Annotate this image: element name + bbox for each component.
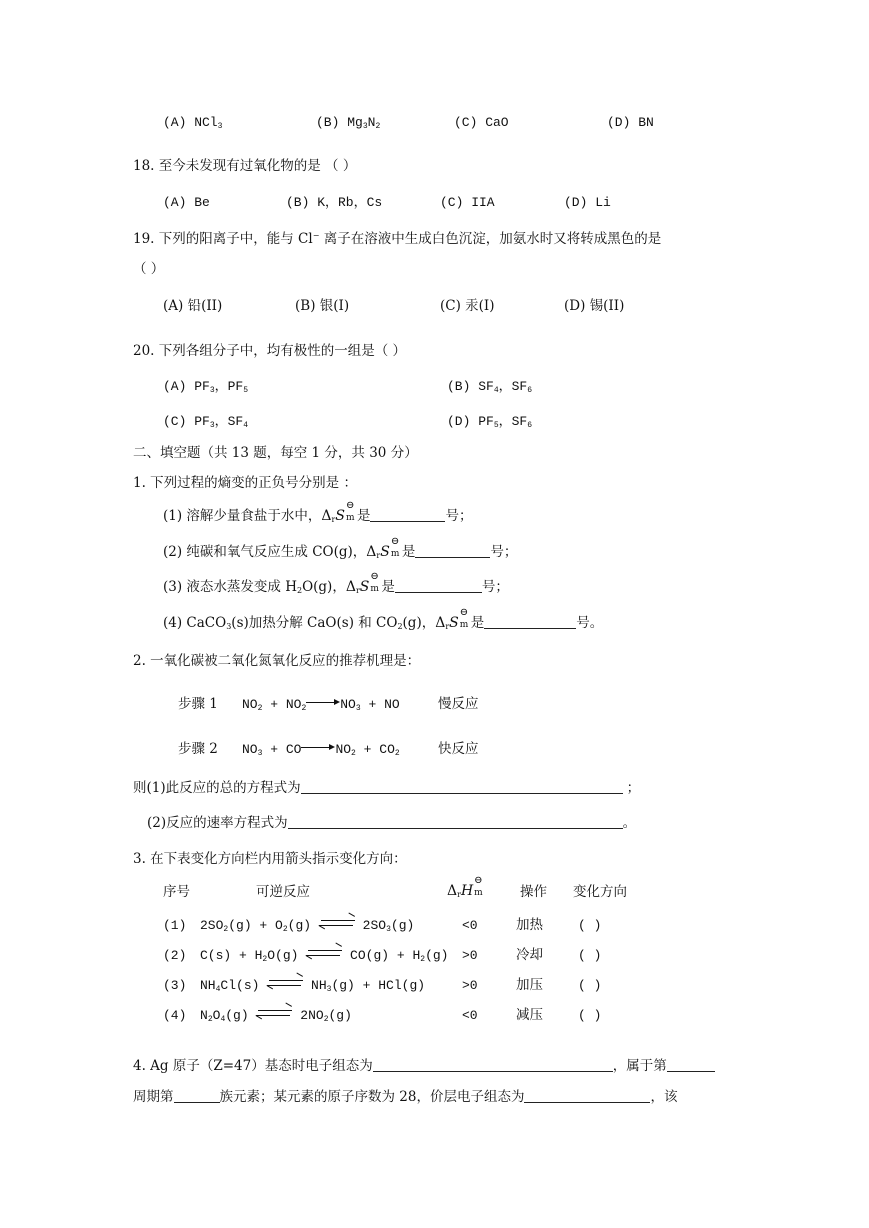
f3-row-no: (1) [163,918,187,933]
q20-option-c: (C) $PF_3$，$SF_4$ [163,414,249,430]
f1-item-2: (2) 纯碳和氧气反应生成 CO(g)，$\Delta_rS$ ⊖ m 是 号； [163,536,518,560]
f2-stem: 2. 一氧化碳被二氧化氮氧化反应的推荐机理是： [133,653,421,669]
f2-step2-label: 步骤 2 [178,741,218,757]
q19-option-b: (B) 银(I) [295,298,350,314]
f3-stem: 3. 在下表变化方向栏内用箭头指示变化方向： [133,851,407,867]
q18-option-b: (B) K，Rb，Cs [286,195,383,210]
f1-item-3: (3) 液态水蒸发变成 $H_2O(g)$，$\Delta_rS$ ⊖ m 是 号； [163,571,509,595]
f3-row-dh: <0 [462,1008,478,1023]
q19-option-c: (C) 汞(I) [440,298,495,314]
f3-row-no: (4) [163,1008,187,1023]
f3-row-dir: ( ) [578,948,602,963]
f3-row-dir: ( ) [578,1008,602,1023]
f3-row-dh: <0 [462,918,478,933]
f3-row-reaction: $NH_4Cl(s)$ $NH_3(g) + HCl(g)$ [200,978,426,994]
f3-header-reaction: 可逆反应 [256,884,310,900]
q18-option-d: (D) Li [564,195,611,210]
f2-step1-label: 步骤 1 [178,696,218,712]
f3-row-op: 加压 [516,977,543,993]
f3-row-op: 加热 [516,917,543,933]
equilibrium-arrow-icon [319,919,355,928]
f1-item-4: (4) CaCO$_3$(s)加热分解 CaO(s) 和 $CO_2(g)$，$\Delta_rS$ ⊖ m 是 号。 [163,607,604,631]
f4-line-1: 4. Ag 原子（Z=47）基态时电子组态为 ，属于第 [133,1059,715,1074]
f3-row-no: (2) [163,948,187,963]
f3-header-dir: 变化方向 [573,884,627,900]
q18-stem: 18. 至今未发现有过氧化物的是 （ ） [133,158,357,174]
f3-row-dh: >0 [462,948,478,963]
q19-stem: 19. 下列的阳离子中，能与 Cl− 离子在溶液中生成白色沉淀，加氨水时又将转成黑色的是 [133,231,662,247]
q20-option-a: (A) $PF_3$，$PF_5$ [163,379,249,395]
f3-row-dh: >0 [462,978,478,993]
f3-row-op: 冷却 [516,947,543,963]
q19-stem-bracket: （ ） [133,261,165,277]
f2-step1-equation: $NO_2 + NO_2$ $NO_3$ + NO [242,697,400,713]
q20-option-b: (B) $SF_4$，$SF_6$ [447,379,533,395]
section-title: 二、填空题（共 13 题，每空 1 分，共 30 分） [133,445,418,461]
f2-step2-rate: 快反应 [438,741,479,757]
f3-row-reaction: $N_2O_4(g)$ $2NO_2(g)$ [200,1008,352,1024]
equilibrium-arrow-icon [306,949,342,958]
q20-option-d: (D) $PF_5$，$SF_6$ [447,414,533,430]
f1-item-1: (1) 溶解少量食盐于水中，$\Delta_rS$ ⊖ m 是 号； [163,500,473,524]
q18-option-c: (C) IIA [440,195,495,210]
q17-option-a: (A) NCl$_3$ [163,115,223,131]
f3-row-dir: ( ) [578,918,602,933]
f3-row-dir: ( ) [578,978,602,993]
f2-step2-equation: $NO_3$ + CO $NO_2 + CO_2$ [242,742,400,758]
f2-step1-rate: 慢反应 [438,696,479,712]
f2-question-1: 则(1)此反应的总的方程式为 ； [133,780,641,796]
f4-line-2: 周期第 族元素；某元素的原子序数为 28，价层电子组态为 ，该 [133,1089,678,1105]
f2-question-2: (2)反应的速率方程式为 。 [147,815,637,831]
q20-stem: 20. 下列各组分子中，均有极性的一组是（ ） [133,343,407,359]
q17-option-b: (B) $Mg_3N_2$ [316,115,381,131]
right-arrow-icon [301,744,335,752]
f3-row-no: (3) [163,978,187,993]
f3-header-dh: $\Delta_rH$ ⊖ m [447,875,483,899]
q19-option-d: (D) 锡(II) [564,298,625,314]
q17-option-c: (C) CaO [454,115,509,130]
f3-header-op: 操作 [520,884,547,900]
equilibrium-arrow-icon [256,1009,292,1018]
f1-stem: 1. 下列过程的熵变的正负号分别是 ： [133,475,357,491]
f3-header-no: 序号 [163,884,190,900]
q18-option-a: (A) Be [163,195,210,210]
equilibrium-arrow-icon [267,979,303,988]
right-arrow-icon [306,699,340,707]
f3-row-reaction: $2SO_2(g) + O_2(g)$ $2SO_3(g)$ [200,918,415,934]
f3-row-op: 减压 [516,1007,543,1023]
f3-row-reaction: $C(s) + H_2O(g)$ $CO(g) + H_2(g)$ [200,948,449,964]
q17-option-d: (D) BN [607,115,654,130]
q19-option-a: (A) 铅(II) [163,298,223,314]
